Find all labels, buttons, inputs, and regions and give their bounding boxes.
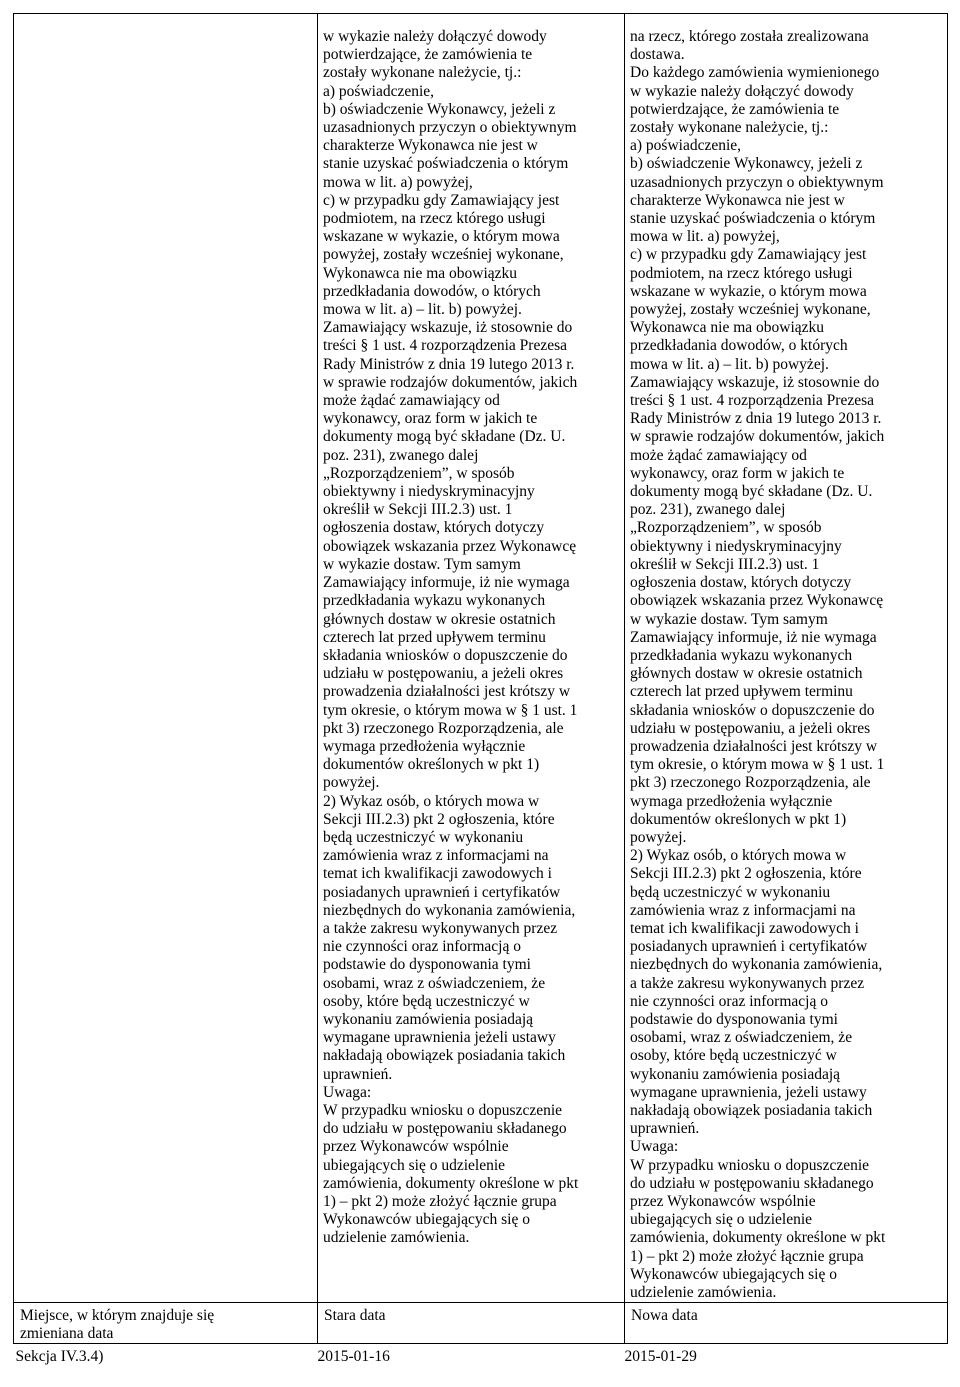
new-date-value: 2015-01-29 bbox=[624, 1348, 697, 1366]
header-row bbox=[14, 1303, 948, 1344]
empty-left-cell bbox=[14, 14, 318, 1303]
old-date-header-cell bbox=[318, 1303, 625, 1344]
old-date-value: 2015-01-16 bbox=[317, 1348, 390, 1366]
old-date-header: Stara data bbox=[324, 1307, 386, 1325]
new-date-header: Nowa data bbox=[631, 1307, 698, 1325]
new-text: na rzecz, którego została zrealizowana dostawa. Do każdego zamówienia wymienionego w wykazie należy dołączyć dowody potwierdzające, że zamówienia te zostały wykonane należycie, tj.: a) poświadczenie, b) oświadczenie Wykonawcy, jeżeli z uzasadnionych przyczyn o obiektywnym charakterze Wykonawca nie jest w stanie uzyskać poświadczenia o którym mowa w lit. a) powyżej, c) w przypadku gdy Zamawiający jest podmiotem, na rzecz którego usługi wskazane w wykazie, o którym mowa powyżej, zostały wcześniej wykonane, Wykonawca nie ma obowiązku przedkładania dowodów, o których mowa w lit. a) – lit. b) powyżej. Zamawiający wskazuje, iż stosownie do treści § 1 ust. 4 rozporządzenia Prezesa Rady Ministrów z dnia 19 lutego 2013 r. w sprawie rodzajów dokumentów, jakich może żądać zamawiający od wykonawcy, oraz form w jakich te dokumenty mogą być składane (Dz. U. poz. 231), zwanego dalej „Rozporządzeniem”, w sposób obiektywny i niedyskryminacyjny określił w Sekcji III.2.3) ust. 1 ogłoszenia dostaw, których dotyczy obowiązek wskazania przez Wykonawcę w wykazie dostaw. Tym samym Zamawiający informuje, iż nie wymaga przedkładania wykazu wykonanych głównych dostaw w okresie ostatnich czterech lat przed upływem terminu składania wniosków o dopuszczenie do udziału w postępowaniu, a jeżeli okres prowadzenia działalności jest krótszy w tym okresie, o którym mowa w § 1 ust. 1 pkt 3) rzeczonego Rozporządzenia, ale wymaga przedłożenia wyłącznie dokumentów określonych w pkt 1) powyżej. 2) Wykaz osób, o których mowa w Sekcji III.2.3) pkt 2 ogłoszenia, które będą uczestniczyć w wykonaniu zamówienia wraz z informacjami na temat ich kwalifikacji zawodowych i posiadanych uprawnień i certyfikatów niezbędnych do wykonania zamówienia, a także zakresu wykonywanych przez nie czynności oraz informacją o podstawie do dysponowania tymi osobami, wraz z oświadczeniem, że osoby, które będą uczestniczyć w wykonaniu zamówienia posiadają wymagane uprawnienia, jeżeli ustawy nakładają obowiązek posiadania takich uprawnień. Uwaga: W przypadku wniosku o dopuszczenie do udziału w postępowaniu składanego przez Wykonawców wspólnie ubiegających się o udzielenie zamówienia, dokumenty określone w pkt 1) – pkt 2) może złożyć łącznie grupa Wykonawców ubiegających się o udzielenie zamówienia. bbox=[630, 28, 886, 1302]
date-row bbox=[14, 1344, 948, 1373]
section-cell bbox=[14, 1344, 318, 1373]
new-date-cell bbox=[625, 1344, 948, 1373]
location-header-cell bbox=[14, 1303, 318, 1344]
amendment-table bbox=[13, 13, 948, 1373]
old-text: w wykazie należy dołączyć dowody potwierdzające, że zamówienia te zostały wykonane należycie, tj.: a) poświadczenie, b) oświadczenie Wykonawcy, jeżeli z uzasadnionych przyczyn o obiektywnym charakterze Wykonawca nie jest w stanie uzyskać poświadczenia o którym mowa w lit. a) powyżej, c) w przypadku gdy Zamawiający jest podmiotem, na rzecz którego usługi wskazane w wykazie, o którym mowa powyżej, zostały wcześniej wykonane, Wykonawca nie ma obowiązku przedkładania dowodów, o których mowa w lit. a) – lit. b) powyżej. Zamawiający wskazuje, iż stosownie do treści § 1 ust. 4 rozporządzenia Prezesa Rady Ministrów z dnia 19 lutego 2013 r. w sprawie rodzajów dokumentów, jakich może żądać zamawiający od wykonawcy, oraz form w jakich te dokumenty mogą być składane (Dz. U. poz. 231), zwanego dalej „Rozporządzeniem”, w sposób obiektywny i niedyskryminacyjny określił w Sekcji III.2.3) ust. 1 ogłoszenia dostaw, których dotyczy obowiązek wskazania przez Wykonawcę w wykazie dostaw. Tym samym Zamawiający informuje, iż nie wymaga przedkładania wykazu wykonanych głównych dostaw w okresie ostatnich czterech lat przed upływem terminu składania wniosków o dopuszczenie do udziału w postępowaniu, a jeżeli okres prowadzenia działalności jest krótszy w tym okresie, o którym mowa w § 1 ust. 1 pkt 3) rzeczonego Rozporządzenia, ale wymaga przedłożenia wyłącznie dokumentów określonych w pkt 1) powyżej. 2) Wykaz osób, o których mowa w Sekcji III.2.3) pkt 2 ogłoszenia, które będą uczestniczyć w wykonaniu zamówienia wraz z informacjami na temat ich kwalifikacji zawodowych i posiadanych uprawnień i certyfikatów niezbędnych do wykonania zamówienia, a także zakresu wykonywanych przez nie czynności oraz informacją o podstawie do dysponowania tymi osobami, wraz z oświadczeniem, że osoby, które będą uczestniczyć w wykonaniu zamówienia posiadają wymagane uprawnienia jeżeli ustawy nakładają obowiązek posiadania takich uprawnień. Uwaga: W przypadku wniosku o dopuszczenie do udziału w postępowaniu składanego przez Wykonawców wspólnie ubiegających się o udzielenie zamówienia, dokumenty określone w pkt 1) – pkt 2) może złożyć łącznie grupa Wykonawców ubiegających się o udzielenie zamówienia. bbox=[323, 28, 579, 1247]
old-text-cell bbox=[318, 14, 625, 1303]
section-label: Sekcja IV.3.4) bbox=[15, 1348, 104, 1366]
content-row bbox=[14, 14, 948, 1303]
new-date-header-cell bbox=[625, 1303, 948, 1344]
new-text-cell bbox=[625, 14, 948, 1303]
location-header: Miejsce, w którym znajduje się zmieniana data bbox=[20, 1307, 215, 1343]
old-date-cell bbox=[318, 1344, 625, 1373]
